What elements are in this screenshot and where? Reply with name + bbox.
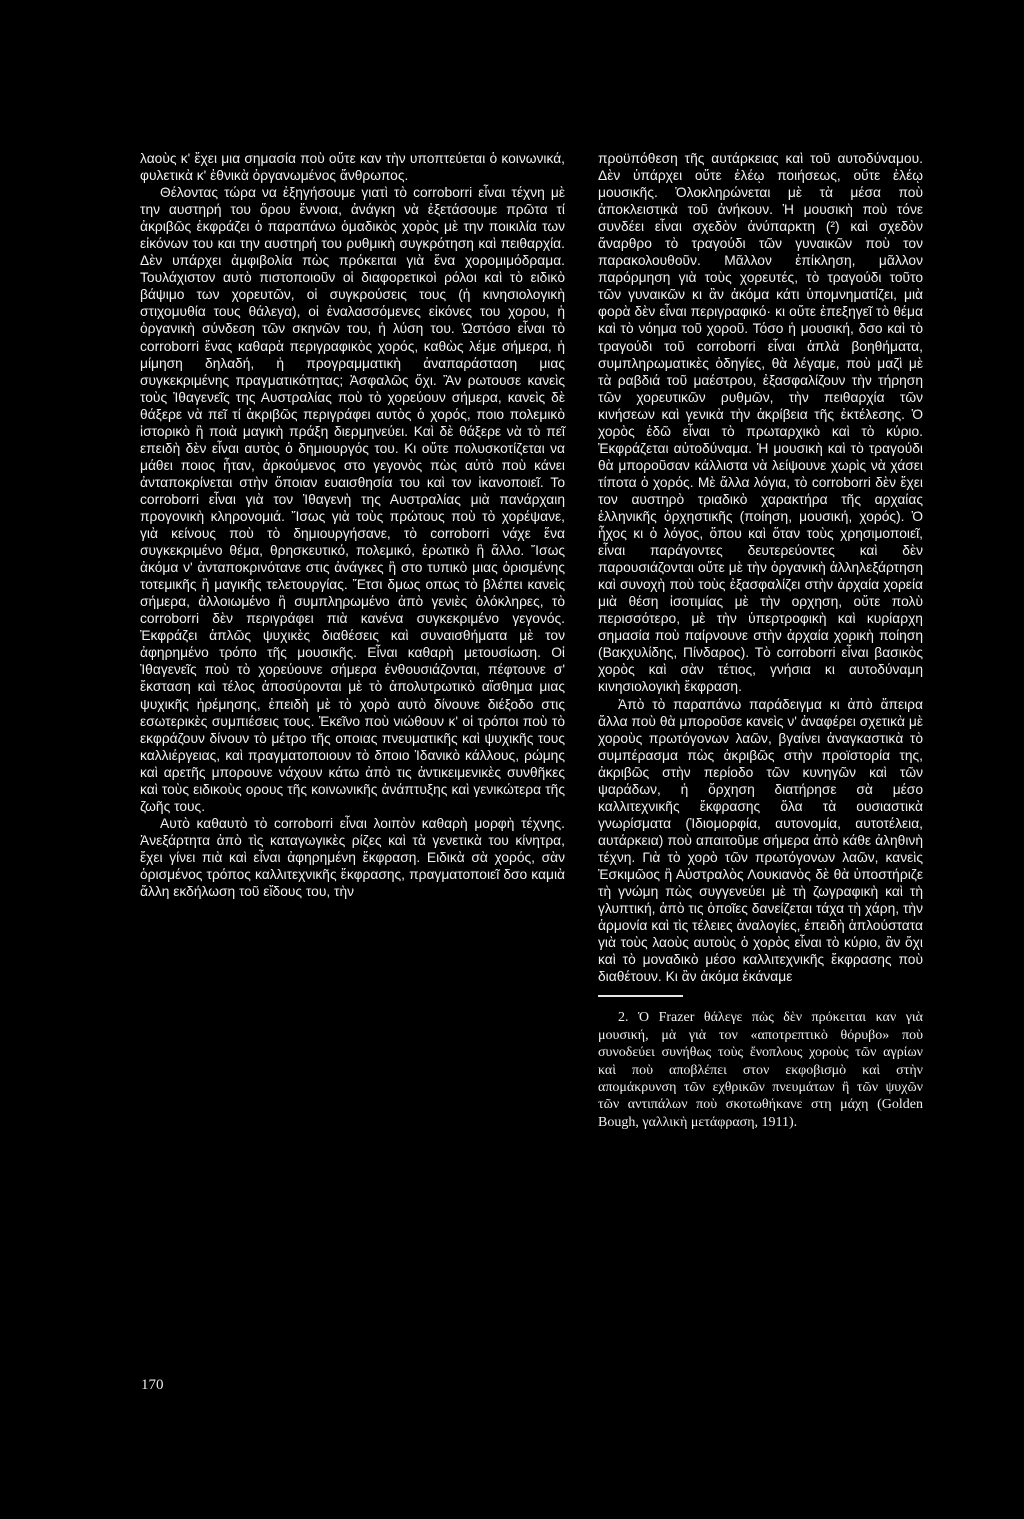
paragraph: Αυτὸ καθαυτὸ τὸ corroborri εἶναι λοιπὸν καθαρὴ μορφὴ τέχνης. Ἀνεξάρτητα ἀπὸ τὶς καταγωγικὲς ρίζες καὶ τὰ γενετικὰ του κίνητρα, ἔχει γίνει πιὰ καὶ εἶναι ἀφηρημένη ἔκφραση. Ειδικὰ σὰ χορός, σὰν ὁρισμένος τρόπος καλλιτεχνικῆς ἔκφρασης, πραγματοποιεῖ δσο καμιὰ ἄλλη εκδήλωση τοῦ εἴδους του, τὴν: [140, 815, 565, 900]
footnote: 2. Ὁ Frazer θάλεγε πὼς δὲν πρόκειται καν γιὰ μουσική, μὰ γιὰ τον «αποτρεπτικὸ θόρυβο» ποὺ συνοδεύει συνήθως τοὺς ἔνοπλους χοροὺς τῶν αγρίων καὶ ποὺ αποβλέπει στον εκφοβισμὸ καὶ στὴν απομάκρυνση τῶν εχθρικῶν πνευμάτων ἢ τῶν ψυχῶν τῶν αντιπάλων ποὺ σκοτωθήκανε στη μάχη (Golden Bough, γαλλικὴ μετάφραση, 1911).: [598, 1010, 923, 1130]
paragraph: Θέλοντας τώρα να ἐξηγήσουμε γιατὶ τὸ corroborri εἶναι τέχνη μὲ την αυστηρή του ὅρου ἔννοια, ἀνάγκη νὰ ἐξετάσουμε πρῶτα τί ἀκριβῶς ἐκφράζει ὁ παραπάνω ὁμαδικὸς χορὸς μὲ την ποικιλία των εἰκόνων του και την αυστηρή του ρυθμικὴ συγκρότηση καὶ πειθαρχία. Δὲν υπάρχει ἀμφιβολία πὼς πρόκειται γιὰ ἕνα χορομιμόδραμα. Τουλάχιστον αυτὸ πιστοποιοῦν οἱ διαφορετικοὶ ρόλοι καὶ τὸ ειδικὸ βάψιμο των χορευτῶν, οἱ συγκρούσεις τους (ἡ κινησιολογικὴ στιχομυθία τους θάλεγα), οἱ ἐναλασσόμενες εἰκόνες του χορου, ἡ ὀργανικὴ σύνδεση τῶν σκηνῶν του, ἡ λύση του. Ὡστόσο εἶναι τὸ corroborri ἕνας καθαρὰ περιγραφικὸς χορός, καθὼς λέμε σήμερα, ἡ μίμηση δηλαδή, ἡ προγραμματικὴ ἀναπαράσταση μιας συγκεκριμένης πραγματικότητας; Ἀσφαλῶς ὄχι. Ἂν ρωτουσε κανεὶς τοὺς Ἰθαγενεῖς της Αυστραλίας ποὺ τὸ χορεύουν σήμερα, κανεὶς δὲ θάξερε νὰ πεῖ τί ἀκριβῶς περιγράφει αυτὸς ὁ χορός, ποιο πολεμικὸ ἱστορικὸ ἢ ποιὰ μαγικὴ πράξη διερμηνεύει. Καὶ δὲ θάξερε νὰ τὸ πεῖ επειδὴ δὲν εἶναι αυτὸς ὁ δημιουργός του. Κι οὔτε πολυσκοτίζεται να μάθει ποιος ἦταν, ἀρκούμενος στο γεγονὸς πὼς αὐτὸ ποὺ κάνει ἀνταποκρίνεται στὴν ὅποιαν ευαισθησία του καὶ τον ἱκανοποιεῖ. Το corroborri εἶναι γιὰ τον Ἰθαγενὴ της Αυστραλίας μιὰ πανάρχαιη προγονικὴ κληρονομιά. Ἴσως γιὰ τοὺς πρώτους ποὺ τὸ χορέψανε, γιὰ κείνους ποὺ τὸ δημιουργήσανε, τὸ corroborri νάχε ἕνα συγκεκριμένο θέμα, θρησκευτικό, πολεμικό, ἐρωτικὸ ἢ ἄλλο. Ἴσως ἀκόμα ν' ἀνταποκρινότανε στις ἀνάγκες ἢ στο τυπικὸ μιας ὁρισμένης τοτεμικῆς ἢ μαγικῆς τελετουργίας. Ἔτσι δμως οπως τὸ βλέπει κανεὶς σήμερα, ἀλλοιωμένο ἢ συμπληρωμένο ἀπὸ γενιὲς ὁλόκληρες, τὸ corroborri δὲν περιγράφει πιὰ κανένα συγκεκριμένο γεγονός. Ἐκφράζει ἁπλῶς ψυχικὲς διαθέσεις καὶ συναισθήματα μὲ τον ἀφηρημένο τρόπο τῆς μουσικῆς. Εἶναι καθαρὴ μετουσίωση. Οἱ Ἰθαγενεῖς ποὺ τὸ χορεύουνε σήμερα ἐνθουσιάζονται, πέφτουνε σ' ἔκσταση καὶ τέλος ἀποσύρονται μὲ τὸ ἀπολυτρωτικὸ αἴσθημα μιας ψυχικῆς ἠρέμησης, ἐπειδὴ μὲ τὸ χορὸ αυτὸ δίνουνε διέξοδο στις εσωτερικὲς συμπιέσεις τους. Ἐκεῖνο ποὺ νιώθουν κ' οἱ τρόποι ποὺ τὸ εκφράζουν δίνουν τὸ μέτρο τῆς οποιας πνευματικῆς καὶ ψυχικῆς τους καλλιέργειας, καὶ πραγματοποιουν τὸ δποιο Ἰδανικὸ κάλλους, ρώμης καὶ αρετῆς μπορουνε νάχουν κάτω ἀπὸ τις ἀντικειμενικὲς συνθῆκες καὶ τοὺς ειδικοὺς ορους τῆς κοινωνικῆς ἀνάπτυξης καὶ γενικώτερα τῆς ζωῆς τους.: [140, 185, 565, 814]
paragraph: λαοὺς κ' ἔχει μια σημασία ποὺ οὔτε καν τὴν υποπτεύεται ὁ κοινωνικά, φυλετικὰ κ' ἐθνικὰ ὀργανωμένος ἄνθρωπος.: [140, 151, 565, 184]
page-number: 170: [141, 1377, 164, 1393]
left-text-column: [140, 150, 565, 900]
paragraph: προϋπόθεση τῆς αυτάρκειας καὶ τοῦ αυτοδύναμου. Δὲν ὑπάρχει οὔτε ἐλέῳ ποιήσεως, οὔτε ἐλέῳ μουσικῆς. Ὁλοκληρώνεται μὲ τὰ μέσα ποὺ ἀποκλειστικὰ τοῦ ἀνήκουν. Ἡ μουσικὴ ποὺ τόνε συνδέει εἶναι σχεδὸν ἀνύπαρκτη (²) καὶ σχεδὸν ἄναρθρο τὸ τραγούδι τῶν γυναικῶν ποὺ τον παρακολουθοῦν. Μᾶλλον ἐπίκληση, μᾶλλον παρόρμηση γιὰ τοὺς χορευτές, τὸ τραγούδι τοῦτο τῶν γυναικῶν κι ἂν ἀκόμα κάτι ὑπομνηματίζει, μιὰ φορὰ δὲν εἶναι περιγραφικό· κι οὔτε ἐπεξηγεῖ τὸ θέμα καὶ τὸ νόημα τοῦ χοροῦ. Τόσο ἡ μουσική, δσο καὶ τὸ τραγούδι τοῦ corroborri εἶναι ἁπλὰ βοηθήματα, συμπληρωματικὲς ὁδηγίες, θὰ λέγαμε, ποὺ μαζὶ μὲ τὰ ραβδιά τοῦ μαέστρου, ἐξασφαλίζουν τὴν τήρηση τῶν χορευτικῶν ρυθμῶν, τὴν πειθαρχία τῶν κινήσεων καὶ γενικὰ τὴν ἀκρίβεια τῆς ἐκτέλεσης. Ὁ χορὸς ἐδῶ εἶναι τὸ πρωταρχικὸ καὶ τὸ κύριο. Ἐκφράζεται αὐτοδύναμα. Ἡ μουσικὴ καὶ τὸ τραγούδι θὰ μποροῦσαν κάλλιστα νὰ λείψουνε χωρὶς νὰ χάσει τίποτα ὁ χορός. Μὲ ἄλλα λόγια, τὸ corroborri δὲν ἔχει τον αυστηρὸ τριαδικὸ χαρακτήρα τῆς αρχαίας ἑλληνικῆς ὀρχηστικῆς (ποίηση, μουσική, χορός). Ὁ ἦχος κι ὁ λόγος, ὅπου καὶ ὅταν τοὺς χρησιμοποιεῖ, εἶναι παράγοντες δευτερεύοντες καὶ δὲν παρουσιάζονται οὔτε μὲ τὴν ὀργανικὴ ἀλληλεξάρτηση καὶ συνοχὴ ποὺ τοὺς ἐξασφαλίζει στὴν ἀρχαία χορεία μιὰ θέση ἰσοτιμίας μὲ τὴν ορχηση, οὔτε πολὺ περισσότερο, μὲ τὴν ὑπερτροφικὴ καὶ κυρίαρχη σημασία ποὺ παίρνουνε στὴν ἀρχαία χορικὴ ποίηση (Βακχυλίδης, Πίνδαρος). Τὸ corroborri εἶναι βασικὸς χορὸς καὶ σὰν τέτιος, γνήσια κι αυτοδύναμη κινησιολογικὴ ἔκφραση.: [598, 151, 923, 695]
paragraph: Ἀπὸ τὸ παραπάνω παράδειγμα κι ἀπὸ ἄπειρα ἄλλα ποὺ θὰ μποροῦσε κανεὶς ν' ἀναφέρει σχετικὰ μὲ χοροὺς πρωτόγονων λαῶν, βγαίνει ἀναγκαστικὰ τὸ συμπέρασμα πὼς ἀκριβῶς στὴν προϊστορία της, ἀκριβῶς στὴν περίοδο τῶν κυνηγῶν καὶ τῶν ψαράδων, ἡ ὄρχηση διατήρησε σὰ μέσο καλλιτεχνικῆς ἔκφρασης ὅλα τὰ ουσιαστικὰ γνωρίσματα (Ἰδιομορφία, αυτονομία, αυτοτέλεια, αυτάρκεια) ποὺ απαιτοῦμε σήμερα ἀπὸ κάθε ἀληθινὴ τέχνη. Γιὰ τὸ χορὸ τῶν πρωτόγονων λαῶν, κανεὶς Ἐσκιμῶος ἢ Αὐστραλὸς Λουκιανὸς δὲ θὰ ὑποστήριζε τὴ γνώμη πὼς συγγενεύει μὲ τὴ ζωγραφικὴ καὶ τὴ γλυπτική, ἀπὸ τις ὁποῖες δανείζεται τάχα τὴ χάρη, τὴν ἁρμονία καὶ τὶς τέλειες ἀναλογίες, ἐπειδὴ ἁπλούστατα γιὰ τοὺς λαοὺς αυτοὺς ὁ χορὸς εἶναι τὸ κύριο, ἂν ὄχι καὶ τὸ μοναδικὸ μέσο καλλιτεχνικῆς ἔκφρασης ποὺ διαθέτουν. Κι ἂν ἀκόμα ἐκάναμε: [598, 696, 923, 985]
right-text-column: [598, 150, 923, 1131]
footnote-divider: [598, 995, 683, 997]
